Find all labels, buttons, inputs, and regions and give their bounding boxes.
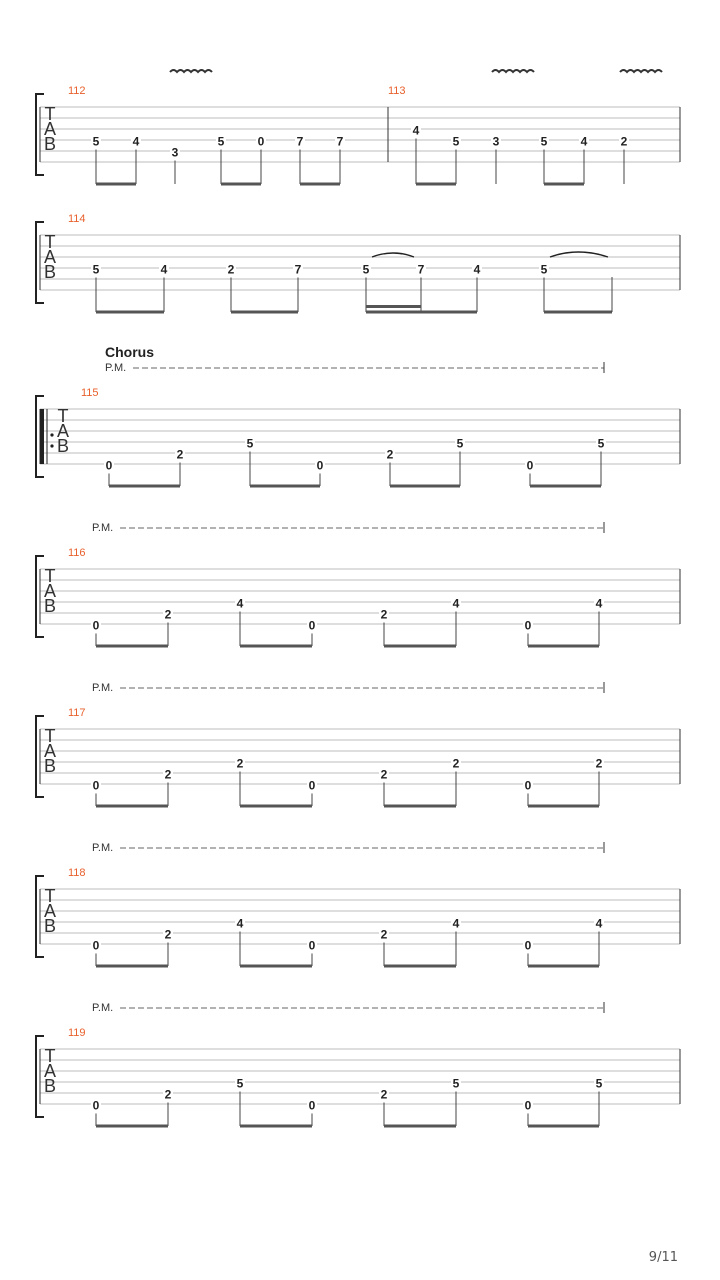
repeat-thick-bar [40,409,44,464]
repeat-dot [50,444,53,447]
measure-number: 118 [68,867,86,879]
tab-clef-letter: T [44,726,56,746]
fret-number: 2 [176,447,184,462]
beam [528,645,599,648]
fret-number: 4 [412,123,420,138]
tab-clef-letter: A [43,901,57,921]
fret-number: 0 [308,778,316,793]
beam [96,645,168,648]
beam [96,965,168,968]
repeat-dot [50,433,53,436]
fret-number: 2 [236,756,244,771]
slur-arc [372,253,414,257]
fret-number: 7 [296,134,304,149]
tab-clef-letter: B [43,134,57,154]
fret-number: 5 [452,134,460,149]
tab-clef-letter: T [44,232,56,252]
tab-clef-letter: B [43,916,57,936]
beam [96,183,136,186]
fret-number: 5 [456,436,464,451]
fret-number: 5 [246,436,254,451]
fret-number: 0 [524,938,532,953]
beam [109,485,180,488]
fret-number: 4 [595,596,603,611]
palm-mute-label: P.M. [92,682,114,694]
measure-number: 115 [81,387,99,399]
beam [384,1125,456,1128]
fret-number: 0 [524,1098,532,1113]
tab-clef-letter: A [43,119,57,139]
fret-number: 2 [380,927,388,942]
tab-clef-letter: T [44,1046,56,1066]
beam [416,183,456,186]
fret-number: 0 [92,778,100,793]
fret-number: 2 [164,1087,172,1102]
fret-number: 4 [595,916,603,931]
fret-number: 5 [92,134,100,149]
fret-number: 3 [171,145,179,160]
fret-number: 0 [105,458,113,473]
fret-number: 0 [92,938,100,953]
beam [384,965,456,968]
fret-number: 0 [257,134,265,149]
tab-clef-letter: B [43,756,57,776]
beam [240,645,312,648]
fret-number: 4 [452,596,460,611]
fret-number: 0 [92,1098,100,1113]
fret-number: 2 [620,134,628,149]
fret-number: 7 [336,134,344,149]
beam [96,1125,168,1128]
fret-number: 2 [164,927,172,942]
fret-number: 5 [362,262,370,277]
fret-number: 7 [417,262,425,277]
fret-number: 5 [540,262,548,277]
beam [530,485,601,488]
fret-number: 5 [236,1076,244,1091]
fret-number: 2 [164,767,172,782]
fret-number: 4 [160,262,168,277]
tab-clef-letter: B [43,262,57,282]
beam [300,183,340,186]
tab-clef-letter: A [43,741,57,761]
fret-number: 0 [92,618,100,633]
palm-mute-label: P.M. [92,522,114,534]
fret-number: 2 [595,756,603,771]
palm-mute-label: P.M. [92,842,114,854]
measure-number: 116 [68,547,86,559]
beam [528,965,599,968]
palm-mute-label: P.M. [105,362,127,374]
fret-number: 4 [452,916,460,931]
fret-number: 4 [236,596,244,611]
fret-number: 0 [526,458,534,473]
page-number: 9/11 [648,1250,678,1265]
fret-number: 4 [132,134,140,149]
tie-arc [550,252,608,257]
fret-number: 2 [386,447,394,462]
fret-number: 5 [597,436,605,451]
measure-number: 113 [388,85,406,97]
fret-number: 4 [473,262,481,277]
fret-number: 4 [236,916,244,931]
tab-clef-letter: A [56,421,70,441]
fret-number: 4 [580,134,588,149]
beam [384,645,456,648]
tab-clef-letter: A [43,247,57,267]
fret-number: 0 [316,458,324,473]
measure-number: 112 [68,85,86,97]
tab-clef-letter: B [56,436,70,456]
fret-number: 5 [452,1076,460,1091]
beam [240,805,312,808]
vibrato-mark [492,70,534,72]
vibrato-mark [170,70,212,72]
fret-number: 5 [540,134,548,149]
beam [544,183,584,186]
fret-number: 2 [380,1087,388,1102]
fret-number: 0 [524,618,532,633]
fret-number: 0 [308,618,316,633]
beam [231,311,298,314]
beam [366,311,477,314]
beam [96,311,164,314]
tab-clef-letter: B [43,1076,57,1096]
fret-number: 2 [452,756,460,771]
beam [96,805,168,808]
fret-number: 5 [217,134,225,149]
tab-clef-letter: A [43,1061,57,1081]
fret-number: 2 [227,262,235,277]
fret-number: 2 [380,767,388,782]
fret-number: 3 [492,134,500,149]
tab-clef-letter: T [44,104,56,124]
beam [240,1125,312,1128]
fret-number: 2 [164,607,172,622]
beam [528,805,599,808]
tab-clef-letter: T [57,406,69,426]
fret-number: 5 [595,1076,603,1091]
fret-number: 0 [308,1098,316,1113]
section-label: Chorus [105,344,154,360]
fret-number: 5 [92,262,100,277]
palm-mute-label: P.M. [92,1002,114,1014]
beam [250,485,320,488]
tab-clef-letter: A [43,581,57,601]
fret-number: 2 [380,607,388,622]
fret-number: 7 [294,262,302,277]
beam [528,1125,599,1128]
measure-number: 117 [68,707,86,719]
beam [221,183,261,186]
fret-number: 0 [308,938,316,953]
beam [240,965,312,968]
tab-clef-letter: B [43,596,57,616]
vibrato-mark [620,70,662,72]
beam [544,311,612,314]
measure-number: 119 [68,1027,86,1039]
measure-number: 114 [68,213,86,225]
beam [390,485,460,488]
beam [384,805,456,808]
tab-clef-letter: T [44,566,56,586]
beam-secondary [366,305,421,308]
fret-number: 0 [524,778,532,793]
tab-clef-letter: T [44,886,56,906]
